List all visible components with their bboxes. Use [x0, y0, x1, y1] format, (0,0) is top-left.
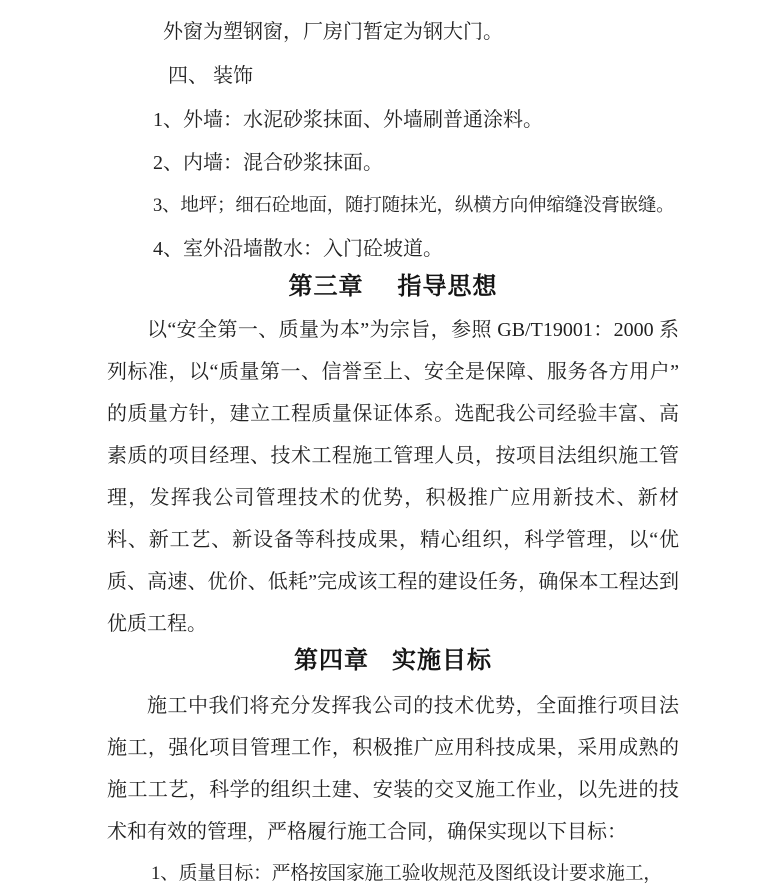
section-four-heading: 四、 装饰 — [168, 65, 253, 87]
list-item: 2、内墙：混合砂浆抹面。 — [153, 152, 383, 174]
chapter4-title: 实施目标 — [392, 648, 492, 674]
quality-goal-item: 1、质量目标：严格按国家施工验收规范及图纸设计要求施工， — [151, 863, 662, 884]
intro-continuation-line: 外窗为塑钢窗，厂房门暂定为钢大门。 — [163, 21, 503, 43]
decoration-item-list — [107, 99, 679, 271]
chapter3-paragraph: 以“安全第一、质量为本”为宗旨，参照 GB/T19001：2000 系列标准，以“质量第一、信誉至上、安全是保障、服务各方用户”的质量方针，建立工程质量保证体系。选配我公司经验丰富、高素质的项目经理、技术工程施工管理人员，按项目法组织施工管理，发挥我公司管理技术的优势，积极推广应用新技术、新材料、新工艺、新设备等科技成果，精心组织，科学管理，以“优质、高速、优价、低耗”完成该工程的建设任务，确保本工程达到优质工程。 — [107, 319, 679, 635]
chapter3-label: 第三章 — [288, 274, 364, 300]
chapter4-paragraph: 施工中我们将充分发挥我公司的技术优势，全面推行项目法施工，强化项目管理工作，积极推广应用科技成果，采用成熟的施工工艺，科学的组织土建、安装的交叉施工作业，以先进的技术和有效的管理，严格履行施工合同，确保实现以下目标： — [107, 695, 679, 843]
chapter4-label: 第四章 — [294, 648, 369, 674]
list-item: 4、室外沿墙散水：入门砼坡道。 — [153, 238, 443, 260]
chapter3-heading — [107, 271, 679, 303]
list-item: 1、外墙：水泥砂浆抹面、外墙刷普通涂料。 — [153, 109, 543, 131]
list-item: 3、地坪；细石砼地面，随打随抹光，纵横方向伸缩缝没膏嵌缝。 — [153, 196, 675, 216]
chapter4-heading — [107, 645, 679, 677]
chapter3-title: 指导思想 — [397, 274, 498, 300]
